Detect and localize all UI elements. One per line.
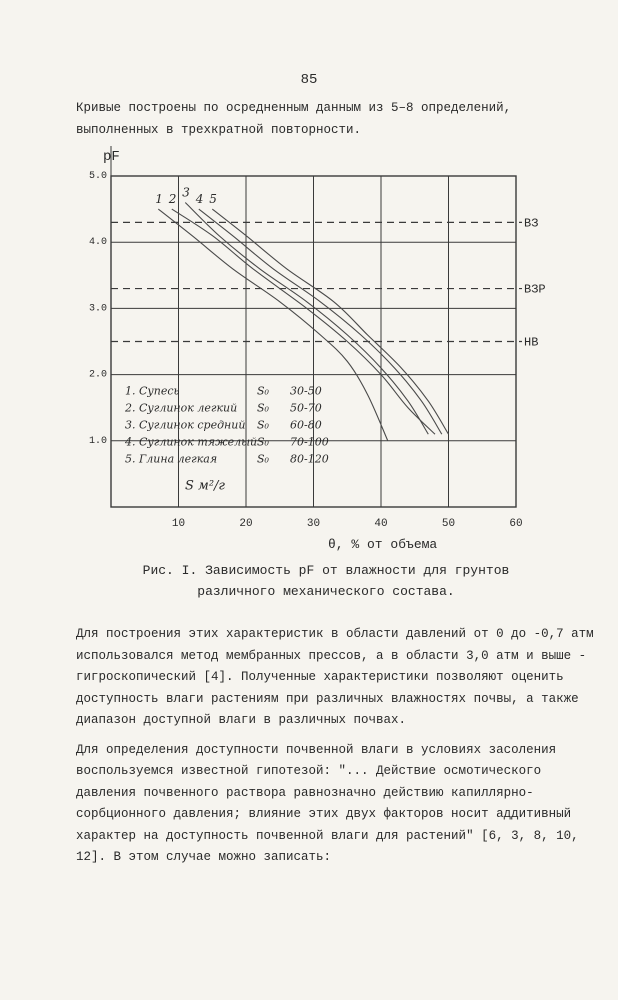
legend-item-symbol: S₀	[257, 401, 269, 415]
legend-item-range: 60-80	[290, 418, 322, 432]
x-tick-label: 20	[239, 518, 253, 530]
intro-line: выполненных в трехкратной повторности.	[76, 123, 362, 137]
series-label-3: 3	[182, 185, 190, 200]
series-label-2: 2	[168, 192, 177, 207]
x-tick-label: 50	[441, 518, 456, 530]
reference-lines	[111, 216, 546, 349]
body-paragraph: Для определения доступности почвенной влаги в условиях засоления воспользуемся известной гипотезой: "... Действие осмотического давления почвенного раствора равнозначно действию капиллярно-сорбционного давления; влияние этих двух факторов носит аддитивный характер на доступность почвенной влаги для растений" [6, 3, 8, 10, 12]. В этом случае можно записать:	[76, 742, 579, 864]
legend-item-label: 3. Суглинок средний	[125, 418, 246, 432]
y-tick-label: 1.0	[88, 435, 107, 447]
legend-item-range: 70-100	[290, 435, 329, 449]
y-tick-label: 4.0	[88, 237, 107, 249]
caption-line: различного механического состава.	[197, 584, 455, 599]
reference-line-label: ВЗР	[524, 282, 546, 297]
body-paragraph: Для построения этих характеристик в области давлений от 0 до -0,7 атм использовался метод мембранных прессов, а в области 3,0 атм и выше - гигроскопический [4]. Полученные характеристики позволяют оценить доступность влаги растениям при различных влажностях почвы, а также диапазон доступной влаги в различных почвах.	[76, 627, 594, 727]
x-tick-label: 60	[509, 518, 523, 530]
series-curve-3	[185, 203, 428, 435]
chart-legend	[124, 385, 329, 494]
intro-text	[76, 97, 596, 141]
legend-item-symbol: S₀	[257, 452, 269, 466]
legend-item-label: 2. Суглинок легкий	[125, 401, 238, 415]
series-label-4: 4	[195, 192, 204, 207]
reference-line-label: НВ	[524, 335, 539, 350]
y-axis-label: pF	[103, 149, 120, 165]
caption-line: Рис. I. Зависимость pF от влажности для грунтов	[142, 563, 510, 578]
pf-moisture-chart	[76, 142, 576, 534]
y-tick-label: 5.0	[88, 171, 107, 182]
legend-item-symbol: S₀	[257, 418, 269, 432]
page-number: 85	[300, 72, 318, 88]
y-tick-label: 3.0	[88, 303, 107, 315]
legend-item-label: 4. Суглинок тяжелый	[125, 435, 258, 449]
x-tick-label: 40	[374, 518, 388, 530]
series-label-1: 1	[155, 192, 163, 207]
legend-item-symbol: S₀	[257, 384, 269, 398]
body-text	[76, 624, 596, 877]
series-curve-2	[172, 209, 435, 434]
x-tick-label: 10	[171, 518, 186, 530]
series-curve-5	[212, 209, 448, 434]
legend-item-range: 80-120	[290, 452, 329, 466]
legend-item-symbol: S₀	[257, 435, 269, 449]
x-tick-label: 30	[306, 518, 321, 530]
legend-item-label: 1. Супесь	[125, 384, 180, 398]
y-tick-label: 2.0	[88, 369, 107, 381]
series-curve-4	[199, 209, 442, 434]
series-label-5: 5	[209, 192, 217, 207]
x-axis-label: θ, % от объема	[328, 537, 438, 552]
reference-line-label: ВЗ	[524, 216, 539, 231]
intro-line: Кривые построены по осредненным данным из 5–8 определений,	[76, 101, 512, 115]
legend-item-label: 5. Глина легкая	[125, 452, 218, 466]
chart-axes	[89, 146, 523, 530]
legend-item-range: 50-70	[290, 401, 322, 415]
figure-caption	[96, 560, 556, 602]
legend-unit: S м²/г	[185, 478, 225, 494]
legend-item-range: 30-50	[290, 384, 322, 398]
